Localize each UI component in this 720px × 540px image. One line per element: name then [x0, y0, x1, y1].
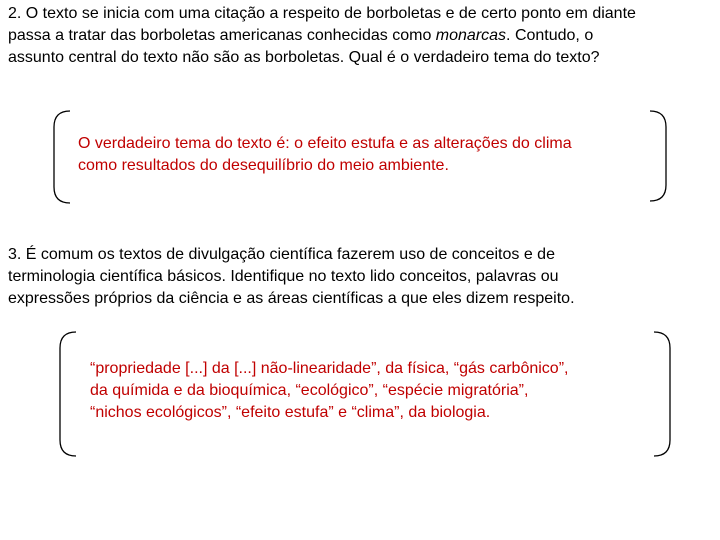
- answer-3: [90, 358, 568, 424]
- question-3: [8, 244, 720, 310]
- answer-2-line-1: O verdadeiro tema do texto é: o efeito estufa e as alterações do clima: [78, 135, 572, 152]
- question-3-line-2: terminologia científica básicos. Identifique no texto lido conceitos, palavras ou: [8, 268, 559, 285]
- answer-3-line-1: “propriedade [...] da [...] não-linearidade”, da física, “gás carbônico”,: [90, 360, 569, 377]
- question-3-line-3: expressões próprios da ciência e as áreas científicas a que eles dizem respeito.: [8, 290, 575, 307]
- question-2-line-2: [8, 25, 720, 47]
- question-2-line-3: assunto central do texto não são as borboletas. Qual é o verdadeiro tema do texto?: [8, 49, 600, 66]
- question-2-line-2-tail: . Contudo, o: [506, 27, 594, 44]
- answer-2-right-bracket: [650, 111, 666, 201]
- answer-3-right-bracket: [654, 332, 670, 456]
- answer-3-line-2: da químida e da bioquímica, “ecológico”, “espécie migratória”,: [90, 382, 529, 399]
- answer-2-left-bracket: [54, 111, 70, 203]
- answer-3-left-bracket: [60, 332, 76, 456]
- question-2-line-1: 2. O texto se inicia com uma citação a respeito de borboletas e de certo ponto em diante: [8, 5, 636, 22]
- question-2-emphasis-monarcas: monarcas: [435, 27, 507, 44]
- answer-2: [78, 133, 572, 177]
- question-3-line-1: 3. É comum os textos de divulgação científica fazerem uso de conceitos e de: [8, 246, 555, 263]
- question-2: [8, 3, 720, 69]
- answer-2-line-2: como resultados do desequilíbrio do meio ambiente.: [78, 157, 449, 174]
- answer-3-line-3: “nichos ecológicos”, “efeito estufa” e “clima”, da biologia.: [90, 404, 491, 421]
- question-2-line-2-text: passa a tratar das borboletas americanas conhecidas como: [8, 27, 436, 44]
